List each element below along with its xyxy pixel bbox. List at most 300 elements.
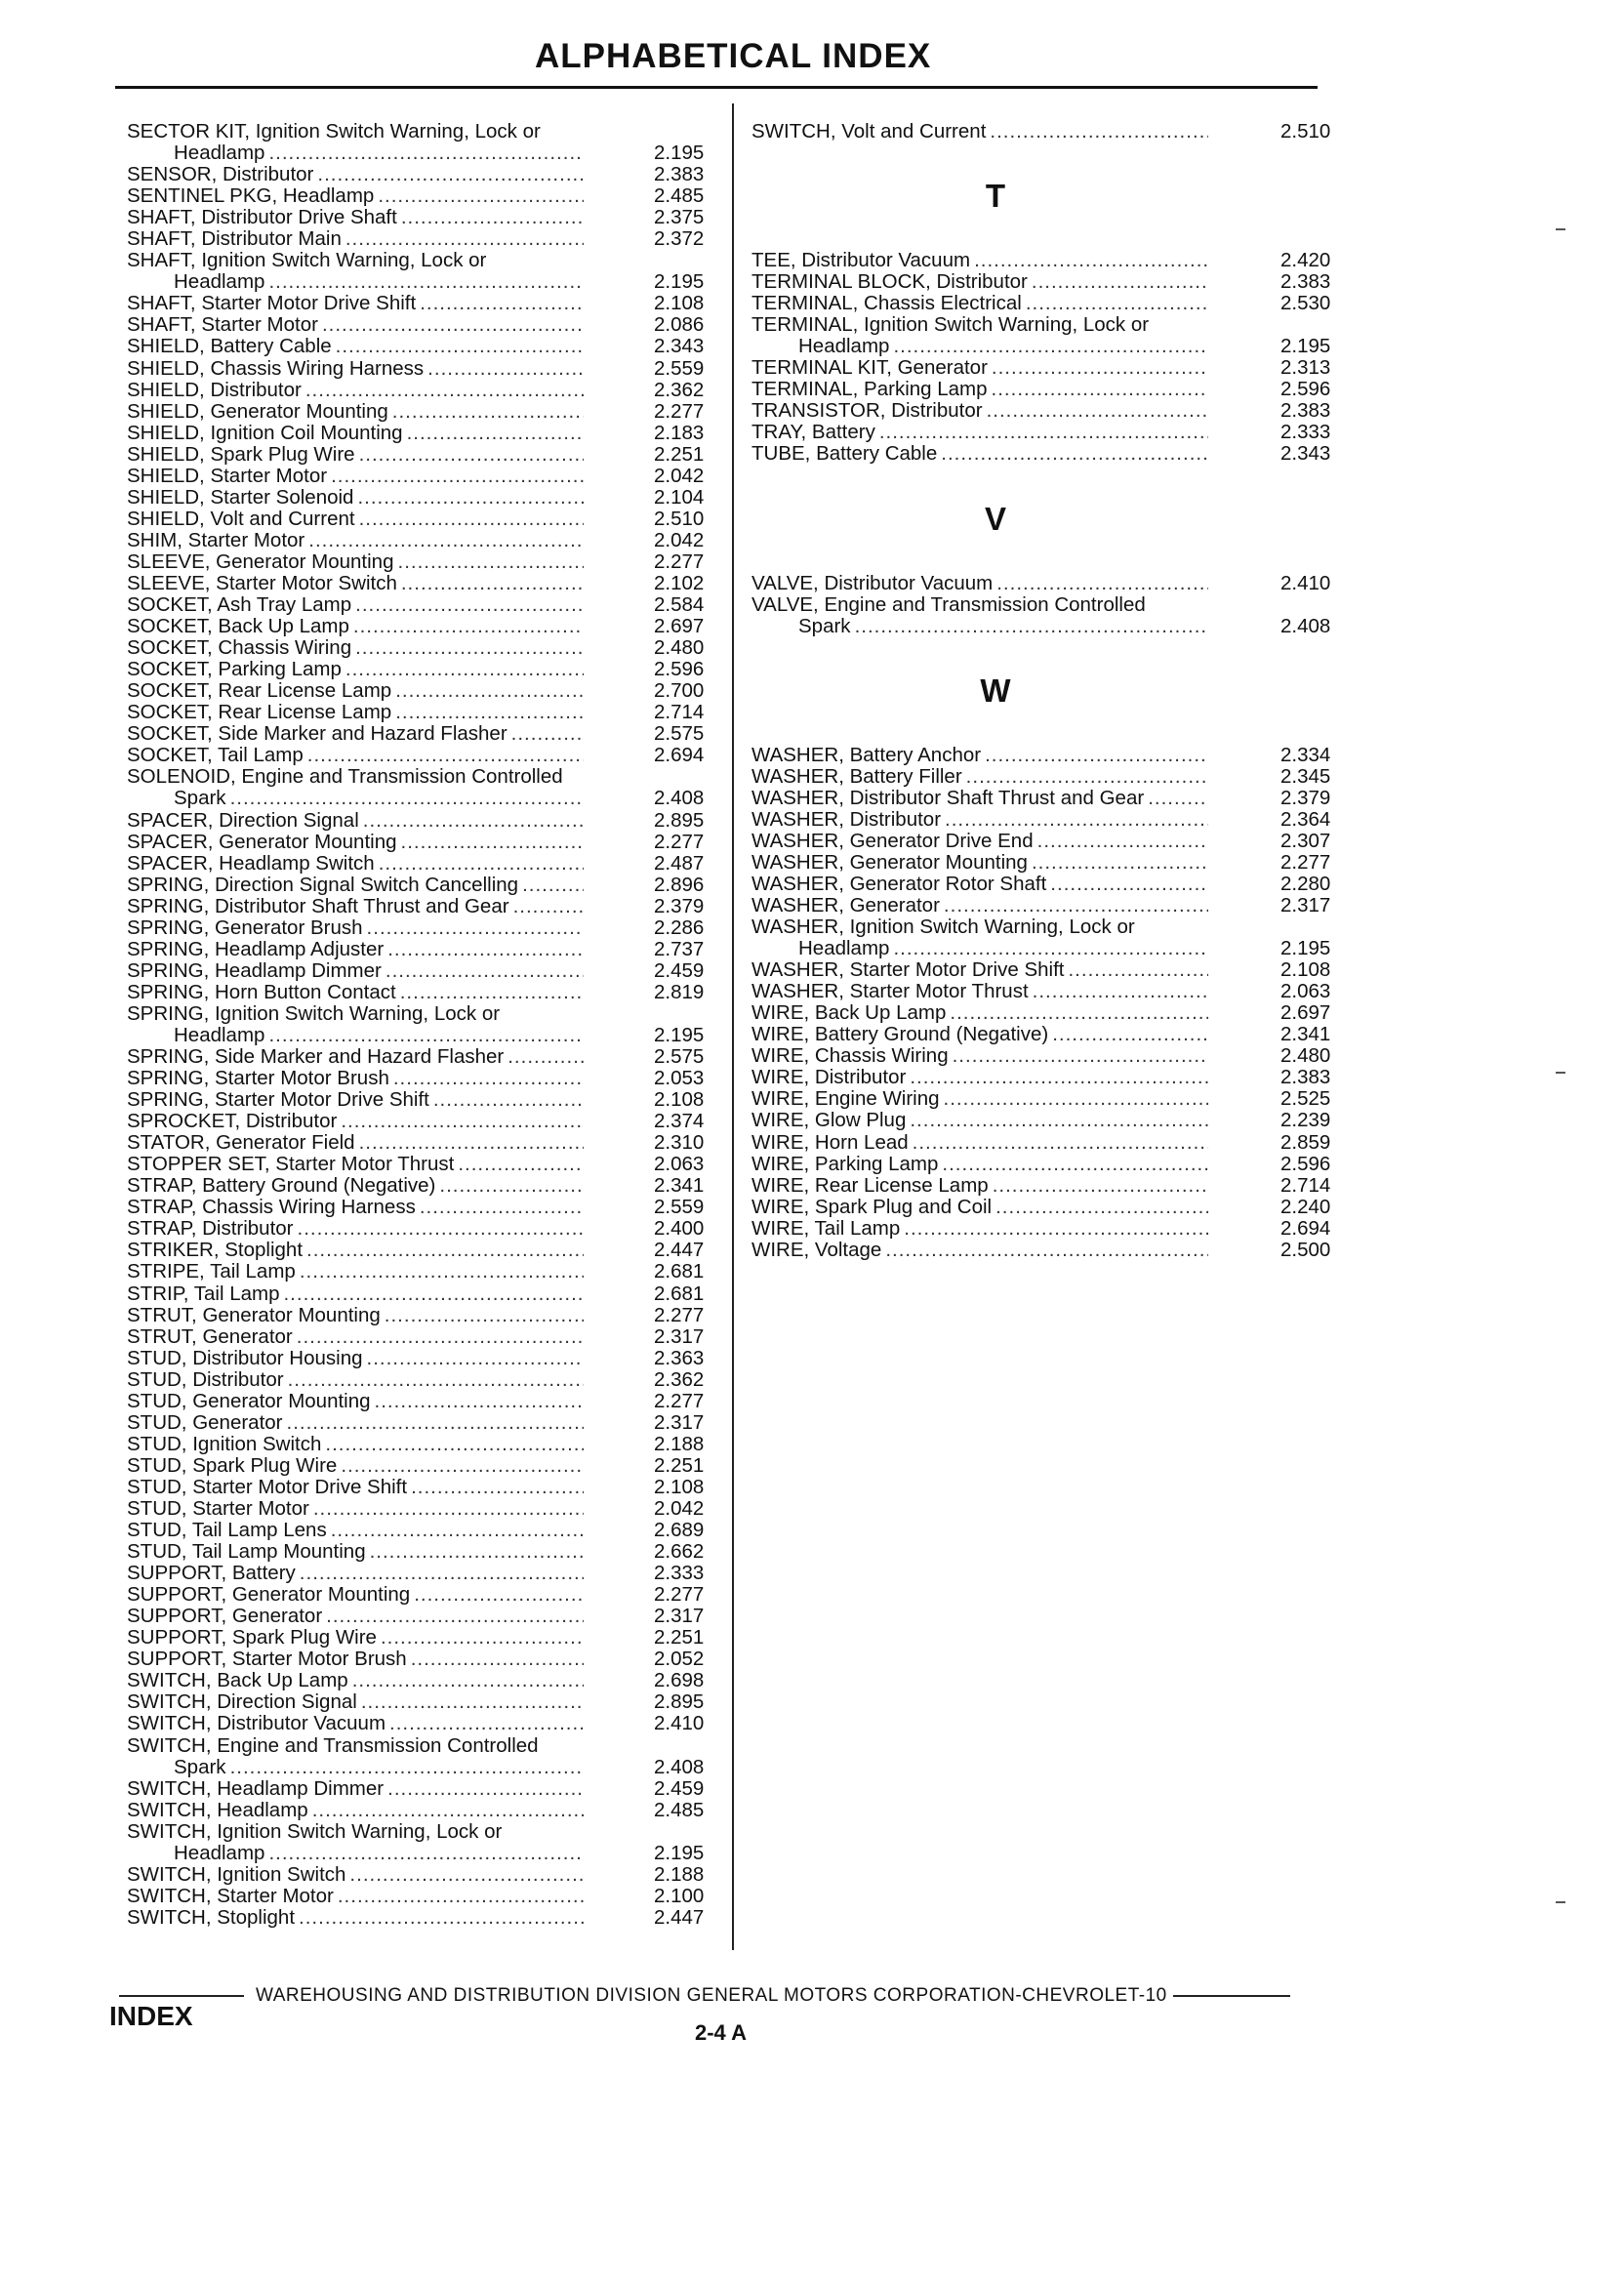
index-entry bbox=[127, 314, 722, 336]
dot-leader bbox=[950, 1002, 1208, 1024]
index-entry bbox=[127, 423, 722, 444]
dot-leader bbox=[326, 1606, 584, 1627]
index-entry bbox=[127, 121, 722, 164]
index-entry-page: 2.313 bbox=[1280, 356, 1331, 380]
index-entry-page: 2.333 bbox=[1280, 421, 1331, 444]
index-entry-label: TERMINAL BLOCK, Distributor bbox=[751, 270, 1028, 294]
index-entry-page: 2.697 bbox=[1280, 1001, 1331, 1025]
margin-tick-mark bbox=[1556, 1901, 1565, 1903]
dot-leader bbox=[974, 250, 1208, 271]
index-entry-page: 2.195 bbox=[1280, 937, 1331, 960]
index-entry-label: STUD, Ignition Switch bbox=[127, 1432, 322, 1455]
index-entry-label: VALVE, Distributor Vacuum bbox=[751, 571, 994, 594]
index-entry bbox=[127, 745, 722, 766]
index-entry-page: 2.333 bbox=[654, 1562, 705, 1585]
dot-leader bbox=[308, 530, 584, 551]
dot-leader bbox=[420, 1197, 584, 1218]
index-entry bbox=[127, 1584, 722, 1606]
index-entry-page: 2.364 bbox=[1280, 807, 1331, 831]
index-entry-line bbox=[751, 1132, 1339, 1154]
index-entry-line bbox=[127, 1261, 722, 1282]
index-entry-label: STUD, Distributor Housing bbox=[127, 1346, 363, 1369]
dot-leader bbox=[345, 659, 584, 680]
index-entry bbox=[751, 874, 1339, 895]
dot-leader bbox=[288, 1369, 584, 1391]
index-entry-page: 2.317 bbox=[654, 1324, 705, 1348]
index-entry bbox=[127, 939, 722, 960]
index-entry-heading-line bbox=[751, 916, 1339, 938]
index-entry-page: 2.420 bbox=[1280, 249, 1331, 272]
index-entry-line bbox=[751, 831, 1339, 852]
index-entry bbox=[127, 1713, 722, 1734]
index-entry-line bbox=[127, 1455, 722, 1477]
index-entry-label: SPRING, Headlamp Dimmer bbox=[127, 958, 382, 982]
dot-leader bbox=[411, 1477, 584, 1498]
index-entry-page: 2.895 bbox=[654, 1690, 705, 1714]
index-entry bbox=[127, 616, 722, 637]
index-entry bbox=[127, 1089, 722, 1111]
index-entry bbox=[751, 400, 1339, 422]
index-entry-line bbox=[127, 1563, 722, 1584]
index-entry bbox=[127, 1132, 722, 1154]
dot-leader bbox=[1052, 1024, 1208, 1045]
index-entry-line bbox=[751, 1110, 1339, 1131]
dot-leader bbox=[345, 228, 584, 250]
index-entry-label: SUPPORT, Generator bbox=[127, 1605, 323, 1628]
index-entry-line bbox=[127, 1691, 722, 1713]
index-entry-label: SHIM, Starter Motor bbox=[127, 528, 305, 551]
dot-leader bbox=[508, 1046, 584, 1068]
index-entry-line bbox=[127, 551, 722, 573]
index-entry-page: 2.459 bbox=[654, 1776, 705, 1800]
dot-leader bbox=[992, 357, 1208, 379]
index-entry-line bbox=[127, 1477, 722, 1498]
dot-leader bbox=[352, 1670, 584, 1691]
index-entry bbox=[751, 594, 1339, 637]
index-entry bbox=[751, 573, 1339, 594]
dot-leader bbox=[338, 1886, 584, 1907]
index-entry bbox=[127, 1800, 722, 1821]
index-entry-label: SHIELD, Starter Solenoid bbox=[127, 485, 354, 509]
index-entry-line bbox=[127, 1541, 722, 1563]
dot-leader bbox=[910, 1067, 1208, 1088]
index-entry bbox=[751, 1197, 1339, 1218]
index-entry-line bbox=[127, 1843, 722, 1864]
index-entry-label: STUD, Spark Plug Wire bbox=[127, 1453, 338, 1477]
index-entry bbox=[127, 1046, 722, 1068]
index-entry-line bbox=[127, 1305, 722, 1326]
index-entry-page: 2.102 bbox=[654, 571, 705, 594]
dot-leader bbox=[990, 121, 1208, 142]
index-entry-label: Headlamp bbox=[798, 335, 890, 358]
index-entry-page: 2.240 bbox=[1280, 1195, 1331, 1218]
dot-leader bbox=[910, 1110, 1208, 1131]
dot-leader bbox=[401, 832, 585, 853]
dot-leader bbox=[381, 1627, 584, 1649]
index-entry-page: 2.375 bbox=[654, 206, 705, 229]
index-entry-label: STUD, Starter Motor bbox=[127, 1497, 309, 1520]
index-entry-label: SPRING, Horn Button Contact bbox=[127, 980, 396, 1003]
index-entry-page: 2.341 bbox=[1280, 1023, 1331, 1046]
index-entry bbox=[127, 1520, 722, 1541]
index-entry-label: SHAFT, Starter Motor Drive Shift bbox=[127, 292, 417, 315]
index-entry-page: 2.596 bbox=[654, 658, 705, 681]
index-entry-page: 2.694 bbox=[1280, 1216, 1331, 1240]
index-entry-label: SPRING, Direction Signal Switch Cancelling bbox=[127, 873, 519, 896]
dot-leader bbox=[893, 336, 1208, 357]
index-entry-page: 2.694 bbox=[654, 744, 705, 767]
index-entry bbox=[127, 185, 722, 207]
index-entry-line bbox=[751, 616, 1339, 637]
index-entry-page: 2.086 bbox=[654, 313, 705, 337]
index-entry-line bbox=[127, 228, 722, 250]
index-entry-line bbox=[127, 1154, 722, 1175]
index-entry bbox=[127, 487, 722, 509]
index-entry-page: 2.188 bbox=[654, 1862, 705, 1886]
index-entry-label: TERMINAL KIT, Generator bbox=[751, 356, 988, 380]
index-entry bbox=[751, 809, 1339, 831]
index-entry bbox=[127, 594, 722, 616]
index-entry-line bbox=[127, 875, 722, 896]
index-entry-line bbox=[751, 1024, 1339, 1045]
dot-leader bbox=[945, 809, 1208, 831]
index-entry bbox=[127, 659, 722, 680]
index-entry-label: VALVE, Engine and Transmission Controlled bbox=[751, 592, 1146, 616]
index-entry-line bbox=[127, 401, 722, 423]
index-entry-label: SOCKET, Parking Lamp bbox=[127, 658, 342, 681]
index-entry-page: 2.895 bbox=[654, 808, 705, 832]
index-entry bbox=[751, 250, 1339, 271]
index-entry-label: WASHER, Battery Filler bbox=[751, 764, 962, 788]
index-entry bbox=[127, 853, 722, 875]
index-entry bbox=[751, 916, 1339, 959]
index-entry-line bbox=[127, 745, 722, 766]
index-entry bbox=[127, 1886, 722, 1907]
dot-leader bbox=[1033, 981, 1208, 1002]
dot-leader bbox=[387, 939, 584, 960]
index-entry bbox=[751, 1154, 1339, 1175]
index-entry-label: SOCKET, Back Up Lamp bbox=[127, 615, 349, 638]
index-entry-page: 2.277 bbox=[654, 399, 705, 423]
index-entry bbox=[127, 164, 722, 185]
index-entry-label: STRIP, Tail Lamp bbox=[127, 1282, 280, 1305]
dot-leader bbox=[995, 1197, 1208, 1218]
index-entry-page: 2.379 bbox=[654, 894, 705, 917]
index-entry-line bbox=[751, 1088, 1339, 1110]
title-rule bbox=[115, 86, 1318, 89]
index-entry-line bbox=[127, 1218, 722, 1240]
index-entry-label: WASHER, Distributor Shaft Thrust and Gear bbox=[751, 786, 1145, 809]
dot-leader bbox=[522, 875, 584, 896]
index-entry bbox=[127, 1369, 722, 1391]
index-entry-line bbox=[127, 723, 722, 745]
index-entry-label: WIRE, Back Up Lamp bbox=[751, 1001, 947, 1025]
dot-leader bbox=[913, 1132, 1208, 1154]
index-entry bbox=[127, 1455, 722, 1477]
index-entry-line bbox=[751, 788, 1339, 809]
index-entry bbox=[127, 358, 722, 380]
dot-leader bbox=[322, 314, 584, 336]
dot-leader bbox=[268, 1025, 584, 1046]
index-entry-label: WASHER, Generator Rotor Shaft bbox=[751, 872, 1047, 895]
dot-leader bbox=[359, 1132, 584, 1154]
margin-tick-mark bbox=[1556, 228, 1565, 230]
index-entry-label: SPACER, Generator Mounting bbox=[127, 830, 397, 853]
index-entry-page: 2.383 bbox=[654, 163, 705, 186]
index-entry bbox=[751, 766, 1339, 788]
index-entry-page: 2.277 bbox=[654, 830, 705, 853]
index-entry-label: STRUT, Generator Mounting bbox=[127, 1303, 381, 1326]
index-entry bbox=[751, 293, 1339, 314]
index-entry bbox=[127, 1691, 722, 1713]
index-entry-label: TERMINAL, Parking Lamp bbox=[751, 378, 988, 401]
index-entry-label: SWITCH, Headlamp Dimmer bbox=[127, 1776, 385, 1800]
dot-leader bbox=[268, 142, 584, 164]
left-index-column bbox=[127, 121, 722, 1929]
index-entry-line bbox=[751, 443, 1339, 465]
dot-leader bbox=[341, 1111, 584, 1132]
dot-leader bbox=[312, 1800, 584, 1821]
footer-page-number: 2-4 A bbox=[695, 2020, 747, 2045]
index-entry-label: WIRE, Tail Lamp bbox=[751, 1216, 901, 1240]
dot-leader bbox=[300, 1563, 584, 1584]
index-entry bbox=[127, 1907, 722, 1929]
index-entry-label: SHIELD, Generator Mounting bbox=[127, 399, 388, 423]
index-entry-label: TRAY, Battery bbox=[751, 421, 875, 444]
dot-leader bbox=[307, 745, 584, 766]
dot-leader bbox=[893, 938, 1208, 959]
index-entry-label: SWITCH, Ignition Switch Warning, Lock or bbox=[127, 1819, 503, 1843]
index-entry-page: 2.379 bbox=[1280, 786, 1331, 809]
index-entry bbox=[127, 509, 722, 530]
index-entry-page: 2.188 bbox=[654, 1432, 705, 1455]
index-entry bbox=[751, 1218, 1339, 1240]
index-entry-line bbox=[751, 895, 1339, 916]
index-entry-label: Headlamp bbox=[174, 270, 265, 294]
footer-rule-right bbox=[1173, 1995, 1290, 1997]
index-entry bbox=[751, 895, 1339, 916]
index-entry-label: WIRE, Horn Lead bbox=[751, 1130, 909, 1154]
index-entry-page: 2.500 bbox=[1280, 1238, 1331, 1261]
index-entry-label: Spark bbox=[798, 614, 851, 637]
dot-leader bbox=[944, 1088, 1208, 1110]
index-entry-line bbox=[751, 852, 1339, 874]
index-entry-line bbox=[127, 293, 722, 314]
index-entry-page: 2.063 bbox=[1280, 980, 1331, 1003]
index-entry-label: SOCKET, Rear License Lamp bbox=[127, 679, 392, 703]
dot-leader bbox=[1032, 852, 1208, 874]
index-entry bbox=[127, 810, 722, 832]
index-entry-page: 2.053 bbox=[654, 1067, 705, 1090]
index-entry-page: 2.485 bbox=[654, 1798, 705, 1821]
dot-leader bbox=[1037, 831, 1208, 852]
dot-leader bbox=[331, 1520, 584, 1541]
index-entry-line bbox=[127, 982, 722, 1003]
index-entry-page: 2.183 bbox=[654, 421, 705, 444]
index-entry-label: WIRE, Voltage bbox=[751, 1238, 882, 1261]
index-entry-label: SPRING, Generator Brush bbox=[127, 916, 363, 939]
index-entry-page: 2.195 bbox=[654, 142, 705, 165]
index-entry-line bbox=[127, 1197, 722, 1218]
dot-leader bbox=[283, 1283, 584, 1305]
index-entry-label: WIRE, Distributor bbox=[751, 1066, 907, 1089]
index-entry bbox=[751, 1067, 1339, 1088]
index-entry-page: 2.063 bbox=[654, 1153, 705, 1176]
index-entry-page: 2.363 bbox=[654, 1346, 705, 1369]
index-entry-line bbox=[751, 379, 1339, 400]
index-entry-page: 2.487 bbox=[654, 851, 705, 875]
index-entry-label: SOCKET, Tail Lamp bbox=[127, 744, 304, 767]
index-entry-line bbox=[127, 1606, 722, 1627]
index-entry bbox=[127, 917, 722, 939]
index-entry bbox=[751, 1132, 1339, 1154]
column-divider bbox=[732, 103, 734, 1950]
index-entry bbox=[127, 1197, 722, 1218]
index-entry-label: WASHER, Starter Motor Drive Shift bbox=[751, 958, 1065, 982]
dot-leader bbox=[370, 1541, 584, 1563]
dot-leader bbox=[341, 1455, 584, 1477]
index-entry-line bbox=[751, 1045, 1339, 1067]
index-entry-page: 2.251 bbox=[654, 1626, 705, 1649]
index-entry-page: 2.108 bbox=[654, 1475, 705, 1498]
index-entry bbox=[751, 1002, 1339, 1024]
index-entry-label: STUD, Distributor bbox=[127, 1367, 284, 1391]
dot-leader bbox=[357, 487, 584, 509]
index-entry-line bbox=[127, 939, 722, 960]
index-entry-line bbox=[751, 938, 1339, 959]
index-entry-label: SWITCH, Engine and Transmission Controlled bbox=[127, 1733, 539, 1757]
index-entry-page: 2.697 bbox=[654, 615, 705, 638]
index-entry-line bbox=[127, 1778, 722, 1800]
index-entry-label: WIRE, Engine Wiring bbox=[751, 1087, 940, 1111]
index-entry bbox=[127, 1348, 722, 1369]
index-entry bbox=[751, 443, 1339, 465]
index-entry-label: SHIELD, Volt and Current bbox=[127, 507, 355, 530]
dot-leader bbox=[367, 917, 584, 939]
dot-leader bbox=[392, 401, 584, 423]
index-entry bbox=[127, 401, 722, 423]
index-entry-line bbox=[751, 1002, 1339, 1024]
index-entry-page: 2.310 bbox=[654, 1131, 705, 1155]
index-entry-label: WIRE, Glow Plug bbox=[751, 1109, 907, 1132]
index-entry-line bbox=[751, 745, 1339, 766]
dot-leader bbox=[427, 358, 584, 380]
index-entry-line bbox=[127, 1713, 722, 1734]
index-entry-heading-line bbox=[127, 121, 722, 142]
index-entry bbox=[127, 1434, 722, 1455]
index-entry-line bbox=[127, 1240, 722, 1261]
index-entry-page: 2.251 bbox=[654, 1453, 705, 1477]
dot-leader bbox=[942, 1154, 1208, 1175]
dot-leader bbox=[299, 1907, 584, 1929]
index-entry-page: 2.480 bbox=[654, 636, 705, 660]
index-entry-line bbox=[751, 271, 1339, 293]
section-letter-heading: V bbox=[984, 500, 1006, 537]
index-entry-page: 2.343 bbox=[1280, 442, 1331, 466]
index-entry-page: 2.362 bbox=[654, 1367, 705, 1391]
index-entry-label: SLEEVE, Starter Motor Switch bbox=[127, 571, 397, 594]
dot-leader bbox=[1068, 959, 1208, 981]
index-entry-page: 2.681 bbox=[654, 1282, 705, 1305]
index-entry-label: SWITCH, Starter Motor bbox=[127, 1884, 334, 1907]
index-entry-label: STRIKER, Stoplight bbox=[127, 1239, 304, 1262]
dot-leader bbox=[336, 336, 584, 357]
index-entry-line bbox=[127, 466, 722, 487]
index-entry-label: Spark bbox=[174, 1755, 226, 1778]
index-entry-label: SWITCH, Distributor Vacuum bbox=[127, 1712, 386, 1735]
index-entry-page: 2.410 bbox=[1280, 571, 1331, 594]
index-entry-page: 2.408 bbox=[654, 787, 705, 810]
index-entry-page: 2.584 bbox=[654, 593, 705, 617]
index-entry-line bbox=[751, 573, 1339, 594]
footer-credit: WAREHOUSING AND DISTRIBUTION DIVISION GENERAL MOTORS CORPORATION-CHEVROLET-10 bbox=[256, 1985, 1167, 2006]
index-entry bbox=[751, 745, 1339, 766]
index-entry-page: 2.485 bbox=[654, 184, 705, 208]
index-entry-label: Headlamp bbox=[174, 142, 265, 165]
index-entry bbox=[127, 1649, 722, 1670]
index-entry-page: 2.195 bbox=[654, 270, 705, 294]
index-entry-line bbox=[127, 444, 722, 466]
index-entry-page: 2.410 bbox=[654, 1712, 705, 1735]
index-entry-label: SPRING, Starter Motor Drive Shift bbox=[127, 1088, 429, 1112]
index-entry-page: 2.374 bbox=[654, 1110, 705, 1133]
index-entry-line bbox=[127, 142, 722, 164]
index-entry bbox=[127, 1391, 722, 1412]
index-entry-page: 2.510 bbox=[1280, 120, 1331, 142]
dot-leader bbox=[355, 594, 584, 616]
index-entry-line bbox=[127, 1348, 722, 1369]
index-entry-label: STRUT, Generator bbox=[127, 1324, 293, 1348]
index-entry-page: 2.559 bbox=[654, 1196, 705, 1219]
index-entry-label: SOCKET, Side Marker and Hazard Flasher bbox=[127, 722, 508, 746]
index-entry-heading-line bbox=[751, 314, 1339, 336]
index-entry-line bbox=[751, 1154, 1339, 1175]
index-entry-page: 2.408 bbox=[654, 1755, 705, 1778]
index-entry-heading-line bbox=[127, 1003, 722, 1025]
index-entry-page: 2.408 bbox=[1280, 614, 1331, 637]
index-entry bbox=[127, 1498, 722, 1520]
index-entry bbox=[751, 959, 1339, 981]
index-entry-page: 2.345 bbox=[1280, 764, 1331, 788]
index-entry-line bbox=[127, 1111, 722, 1132]
index-entry bbox=[127, 1477, 722, 1498]
index-entry-label: STUD, Generator bbox=[127, 1410, 283, 1434]
index-entry-page: 2.698 bbox=[654, 1669, 705, 1692]
dot-leader bbox=[359, 509, 584, 530]
index-entry bbox=[127, 1412, 722, 1434]
index-entry-line bbox=[127, 573, 722, 594]
dot-leader bbox=[230, 788, 584, 809]
index-entry bbox=[127, 293, 722, 314]
index-entry bbox=[127, 1305, 722, 1326]
index-entry-page: 2.343 bbox=[654, 335, 705, 358]
dot-leader bbox=[400, 982, 584, 1003]
index-entry-label: STRAP, Battery Ground (Negative) bbox=[127, 1174, 436, 1198]
index-entry-line bbox=[127, 1412, 722, 1434]
index-entry bbox=[751, 1045, 1339, 1067]
index-entry bbox=[751, 379, 1339, 400]
index-entry-line bbox=[127, 960, 722, 982]
index-entry-line bbox=[751, 422, 1339, 443]
index-entry-line bbox=[751, 250, 1339, 271]
index-entry-page: 2.277 bbox=[654, 550, 705, 573]
index-entry bbox=[127, 875, 722, 896]
index-entry bbox=[127, 832, 722, 853]
index-entry-label: TERMINAL, Chassis Electrical bbox=[751, 292, 1022, 315]
index-entry-label: WASHER, Generator Drive End bbox=[751, 829, 1034, 852]
index-entry bbox=[127, 1778, 722, 1800]
section-letter-heading: W bbox=[980, 672, 1011, 709]
